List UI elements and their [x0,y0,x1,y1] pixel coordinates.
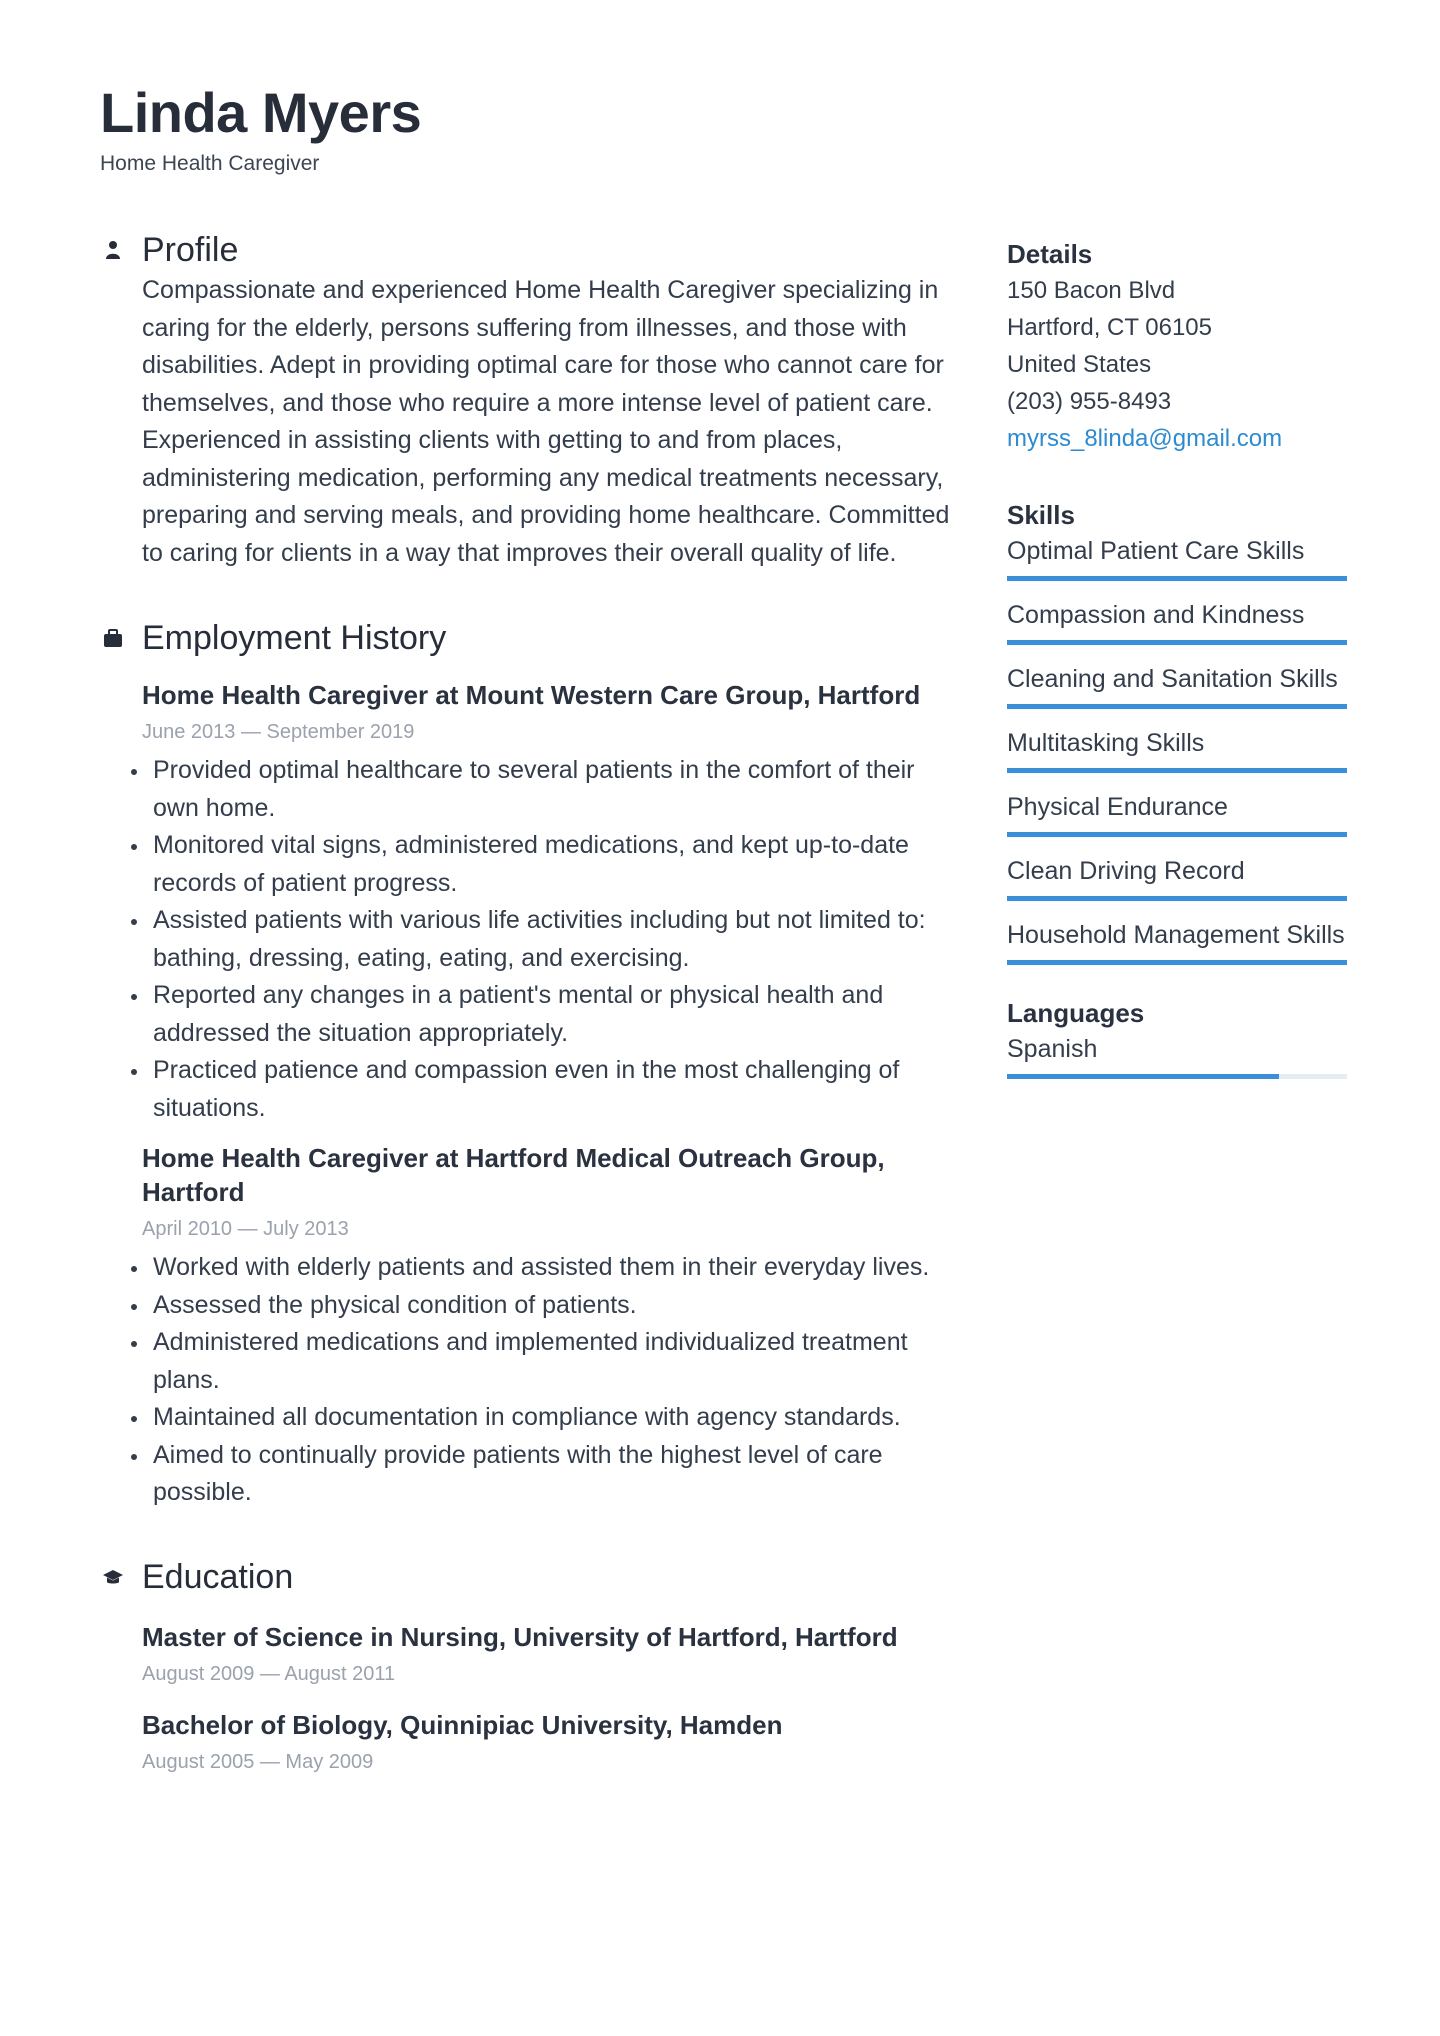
profile-header [100,228,950,272]
job-title: Home Health Caregiver at Hartford Medical Outreach Group, Hartford [142,1143,885,1207]
skill-level-fill [1007,704,1347,709]
skill-name: Spanish [1007,1035,1098,1063]
resume-header [100,80,421,176]
skill-name: Multitasking Skills [1007,729,1205,757]
profile-section [100,228,950,572]
education-section [100,1556,950,1776]
skills-list [1007,533,1347,965]
skill-level-bar [1007,704,1347,709]
languages-list [1007,1031,1347,1079]
job-bullet: Provided optimal healthcare to several patients in the comfort of their own home. [153,752,950,827]
languages-block [1007,995,1347,1079]
skill-level-bar [1007,768,1347,773]
education-header [100,1556,950,1600]
sidebar [1007,236,1347,1119]
skill-level-bar [1007,640,1347,645]
job-bullets [100,1249,950,1512]
skill-level-bar [1007,576,1347,581]
degree-title: Bachelor of Biology, Quinnipiac University, Hamden [142,1709,783,1740]
job-bullet: Assisted patients with various life activities including but not limited to: bathing, dressing, eating, eating, and exercising. [153,902,950,977]
job-bullet: Maintained all documentation in compliance with agency standards. [153,1399,950,1437]
education-entry [142,1708,950,1776]
phone-line: (203) 955-8493 [1007,388,1172,415]
main-column [100,228,950,1812]
job-bullet: Administered medications and implemented individualized treatment plans. [153,1324,950,1399]
skill-item [1007,533,1347,581]
skills-heading: Skills [1007,500,1075,530]
degree-title: Master of Science in Nursing, University of Hartford, Hartford [142,1621,898,1652]
job-bullets [100,752,950,1127]
address-line: 150 Bacon Blvd [1007,277,1176,304]
job-entry [142,1141,950,1243]
details-heading: Details [1007,239,1093,269]
job-bullet: Monitored vital signs, administered medications, and kept up-to-date records of patient progress. [153,827,950,902]
skill-level-fill [1007,832,1347,837]
job-bullet: Aimed to continually provide patients with the highest level of care possible. [153,1437,950,1512]
employment-section [100,616,950,1512]
languages-heading: Languages [1007,998,1145,1028]
job-bullet: Reported any changes in a patient's mental or physical health and addressed the situation appropriately. [153,977,950,1052]
degree-dates: August 2009 — August 2011 [142,1662,396,1685]
skill-name: Household Management Skills [1007,921,1345,949]
employment-heading: Employment History [142,618,447,657]
skill-level-fill [1007,960,1347,965]
skill-item [1007,725,1347,773]
skill-name: Physical Endurance [1007,793,1228,821]
job-dates: April 2010 — July 2013 [142,1218,349,1240]
skill-name: Cleaning and Sanitation Skills [1007,665,1338,693]
graduation-cap-icon [102,1567,124,1589]
skill-item [1007,917,1347,965]
education-heading: Education [142,1558,294,1596]
skill-level-bar [1007,832,1347,837]
skill-level-fill [1007,1074,1279,1079]
skill-item [1007,789,1347,837]
skill-item [1007,1031,1347,1079]
skill-item [1007,853,1347,901]
job-entry [142,678,950,746]
job-bullet: Assessed the physical condition of patients. [153,1287,950,1325]
briefcase-icon [102,627,124,649]
degree-dates: August 2005 — May 2009 [142,1750,374,1773]
person-icon [102,239,124,261]
job-dates: June 2013 — September 2019 [142,721,415,743]
country-line: United States [1007,351,1152,378]
skills-block [1007,497,1347,965]
skill-level-fill [1007,896,1347,901]
profile-heading: Profile [142,230,239,269]
details-block [1007,236,1347,457]
skill-name: Optimal Patient Care Skills [1007,537,1305,565]
employment-header [100,616,950,660]
job-title: Home Health Caregiver at Mount Western Care Group, Hartford [142,680,921,710]
skill-level-fill [1007,640,1347,645]
skill-level-fill [1007,576,1347,581]
candidate-title: Home Health Caregiver [100,152,320,175]
job-bullet: Practiced patience and compassion even in the most challenging of situations. [153,1052,950,1127]
profile-summary: Compassionate and experienced Home Health Caregiver specializing in caring for the elderly, persons suffering from illnesses, and those with disabilities. Adept in providing optimal care for those who cannot care for themselves, and those who require a more intense level of patient care. Experienced in assisting clients with getting to and from places, administering medication, performing any medical treatments necessary, preparing and serving meals, and providing home healthcare. Committed to caring for clients in a way that improves their overall quality of life. [142,276,950,567]
skill-level-bar [1007,960,1347,965]
skill-level-bar [1007,896,1347,901]
email-link[interactable]: myrss_8linda@gmail.com [1007,425,1283,452]
skill-item [1007,597,1347,645]
skill-level-fill [1007,768,1347,773]
job-bullet: Worked with elderly patients and assisted them in their everyday lives. [153,1249,950,1287]
skill-item [1007,661,1347,709]
city-line: Hartford, CT 06105 [1007,314,1212,341]
education-entry [142,1620,950,1688]
skill-name: Compassion and Kindness [1007,601,1305,629]
skill-name: Clean Driving Record [1007,857,1245,885]
candidate-name: Linda Myers [100,81,422,144]
skill-level-bar [1007,1074,1347,1079]
